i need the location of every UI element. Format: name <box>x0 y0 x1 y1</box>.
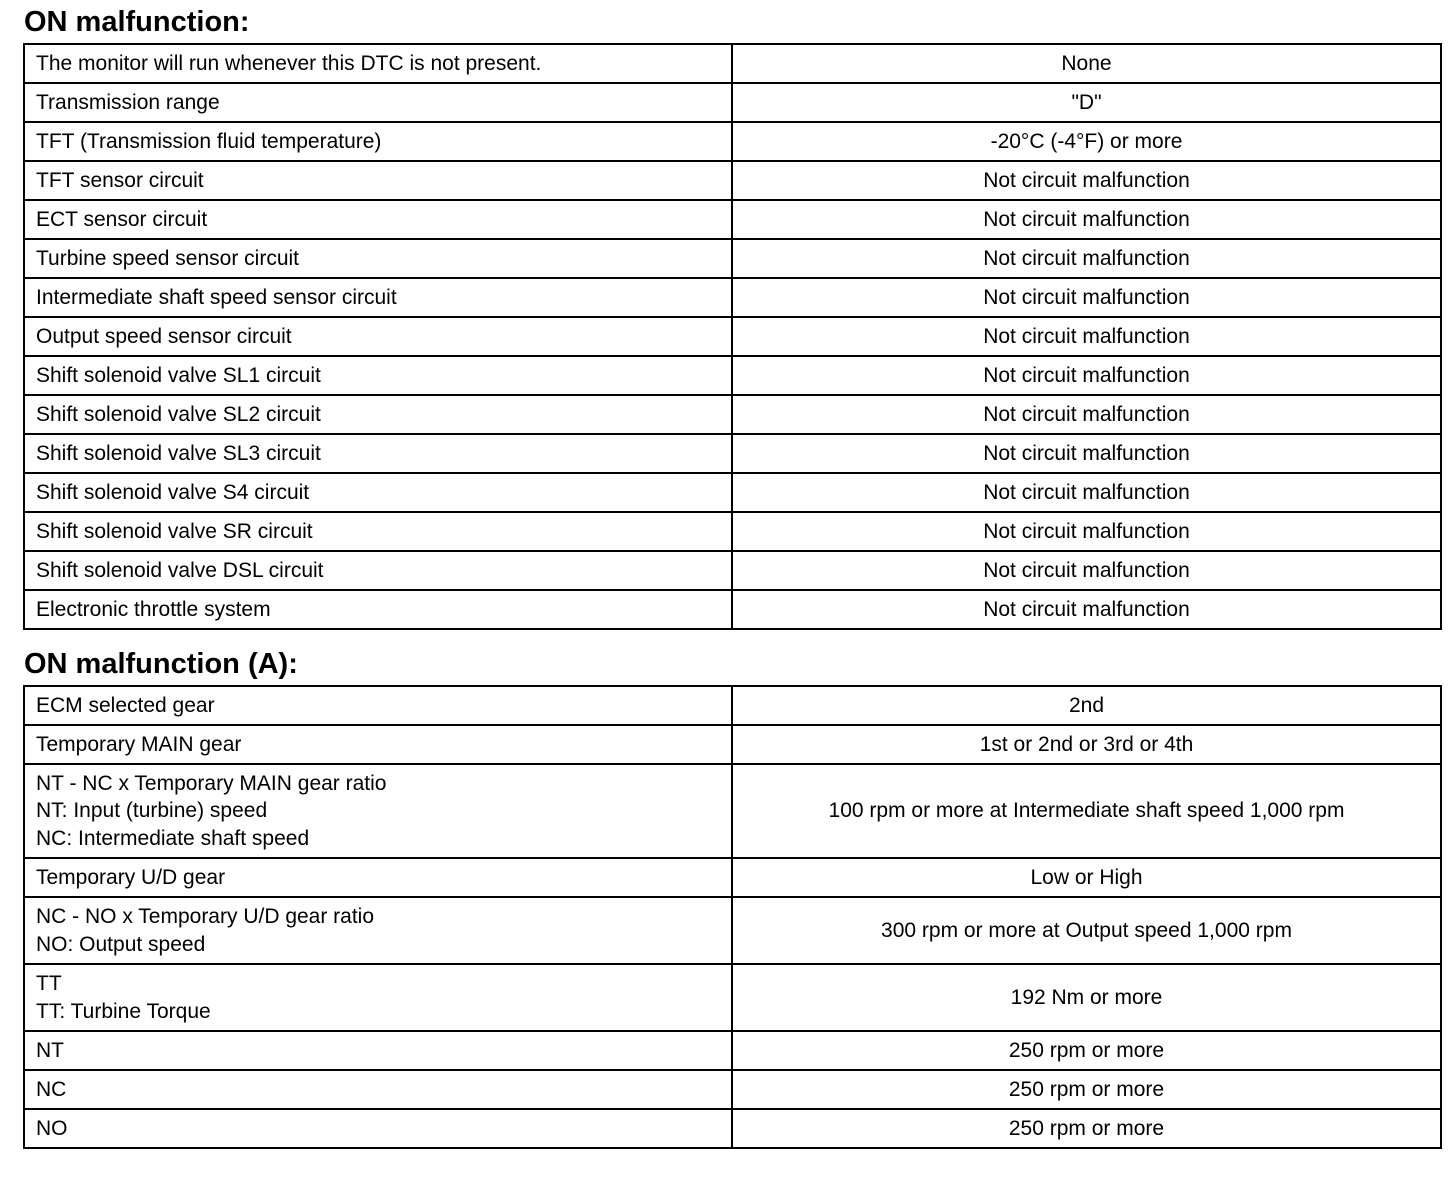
condition-item-cell <box>24 964 732 1031</box>
on-malfunction-a-table <box>23 685 1442 1149</box>
condition-value-cell: Not circuit malfunction <box>732 473 1441 512</box>
condition-value-cell: Not circuit malfunction <box>732 239 1441 278</box>
section-title-on-malfunction: ON malfunction: <box>24 6 250 38</box>
table-row <box>24 858 1441 897</box>
table-row <box>24 725 1441 764</box>
condition-item-cell: TFT (Transmission fluid temperature) <box>24 122 732 161</box>
condition-item-cell: Transmission range <box>24 83 732 122</box>
on-malfunction-table <box>23 43 1442 630</box>
condition-value-cell: 300 rpm or more at Output speed 1,000 rpm <box>732 897 1441 964</box>
table-row <box>24 122 1441 161</box>
condition-item-line: Temporary U/D gear <box>36 865 226 889</box>
condition-value-cell: 1st or 2nd or 3rd or 4th <box>732 725 1441 764</box>
table-row <box>24 512 1441 551</box>
table-row <box>24 278 1441 317</box>
condition-item-cell <box>24 686 732 725</box>
condition-value-cell: 100 rpm or more at Intermediate shaft speed 1,000 rpm <box>732 764 1441 858</box>
table-row <box>24 686 1441 725</box>
condition-value-cell: 250 rpm or more <box>732 1070 1441 1109</box>
table-row <box>24 590 1441 629</box>
table-row <box>24 161 1441 200</box>
table-row <box>24 83 1441 122</box>
condition-item-cell <box>24 725 732 764</box>
table-row <box>24 1070 1441 1109</box>
condition-value-cell: -20°C (-4°F) or more <box>732 122 1441 161</box>
table-row <box>24 551 1441 590</box>
condition-item-cell <box>24 1031 732 1070</box>
condition-value-cell: Not circuit malfunction <box>732 317 1441 356</box>
table-row <box>24 356 1441 395</box>
condition-item-cell <box>24 897 732 964</box>
condition-item-cell <box>24 1109 732 1148</box>
condition-item-cell: Shift solenoid valve SL3 circuit <box>24 434 732 473</box>
condition-item-line: NT - NC x Temporary MAIN gear ratio <box>36 771 387 795</box>
condition-item-cell: Shift solenoid valve SR circuit <box>24 512 732 551</box>
condition-item-cell: The monitor will run whenever this DTC is not present. <box>24 44 732 83</box>
table-row <box>24 1031 1441 1070</box>
table-row <box>24 897 1441 964</box>
condition-item-cell <box>24 1070 732 1109</box>
condition-item-cell: Output speed sensor circuit <box>24 317 732 356</box>
condition-item-cell: Shift solenoid valve SL1 circuit <box>24 356 732 395</box>
condition-value-cell: 2nd <box>732 686 1441 725</box>
condition-value-cell: Not circuit malfunction <box>732 551 1441 590</box>
condition-item-cell: Electronic throttle system <box>24 590 732 629</box>
table-row <box>24 434 1441 473</box>
condition-item-cell: Turbine speed sensor circuit <box>24 239 732 278</box>
condition-value-cell: 250 rpm or more <box>732 1031 1441 1070</box>
condition-item-cell: TFT sensor circuit <box>24 161 732 200</box>
table-row <box>24 395 1441 434</box>
condition-value-cell: "D" <box>732 83 1441 122</box>
table-row <box>24 317 1441 356</box>
condition-item-line: Temporary MAIN gear <box>36 732 242 756</box>
condition-item-line: NC: Intermediate shaft speed <box>36 826 310 850</box>
condition-item-line: TT <box>36 972 62 995</box>
condition-value-cell: Not circuit malfunction <box>732 434 1441 473</box>
condition-item-cell: Intermediate shaft speed sensor circuit <box>24 278 732 317</box>
condition-item-line: ECM selected gear <box>36 693 215 717</box>
table-row <box>24 764 1441 858</box>
condition-value-cell: Not circuit malfunction <box>732 395 1441 434</box>
condition-item-cell <box>24 858 732 897</box>
condition-value-cell: Low or High <box>732 858 1441 897</box>
condition-value-cell: Not circuit malfunction <box>732 161 1441 200</box>
condition-item-line: TT: Turbine Torque <box>36 999 211 1023</box>
table-row <box>24 44 1441 83</box>
table-row <box>24 200 1441 239</box>
condition-item-line: NT <box>36 1038 64 1062</box>
condition-item-line: NT: Input (turbine) speed <box>36 799 268 823</box>
condition-value-cell: Not circuit malfunction <box>732 590 1441 629</box>
condition-item-line: NO <box>36 1116 68 1140</box>
table-row <box>24 964 1441 1031</box>
condition-item-cell: Shift solenoid valve SL2 circuit <box>24 395 732 434</box>
condition-value-cell: Not circuit malfunction <box>732 356 1441 395</box>
condition-value-cell: Not circuit malfunction <box>732 278 1441 317</box>
condition-value-cell: None <box>732 44 1441 83</box>
condition-item-line: NC - NO x Temporary U/D gear ratio <box>36 905 375 928</box>
condition-value-cell: 192 Nm or more <box>732 964 1441 1031</box>
condition-item-line: NC <box>36 1077 67 1101</box>
table-row <box>24 1109 1441 1148</box>
section-title-on-malfunction-a: ON malfunction (A): <box>24 648 298 680</box>
table-row <box>24 239 1441 278</box>
condition-item-cell: ECT sensor circuit <box>24 200 732 239</box>
condition-item-line: NO: Output speed <box>36 932 206 956</box>
condition-value-cell: Not circuit malfunction <box>732 200 1441 239</box>
condition-item-cell: Shift solenoid valve S4 circuit <box>24 473 732 512</box>
condition-item-cell <box>24 764 732 858</box>
condition-value-cell: Not circuit malfunction <box>732 512 1441 551</box>
condition-value-cell: 250 rpm or more <box>732 1109 1441 1148</box>
table-row <box>24 473 1441 512</box>
condition-item-cell: Shift solenoid valve DSL circuit <box>24 551 732 590</box>
